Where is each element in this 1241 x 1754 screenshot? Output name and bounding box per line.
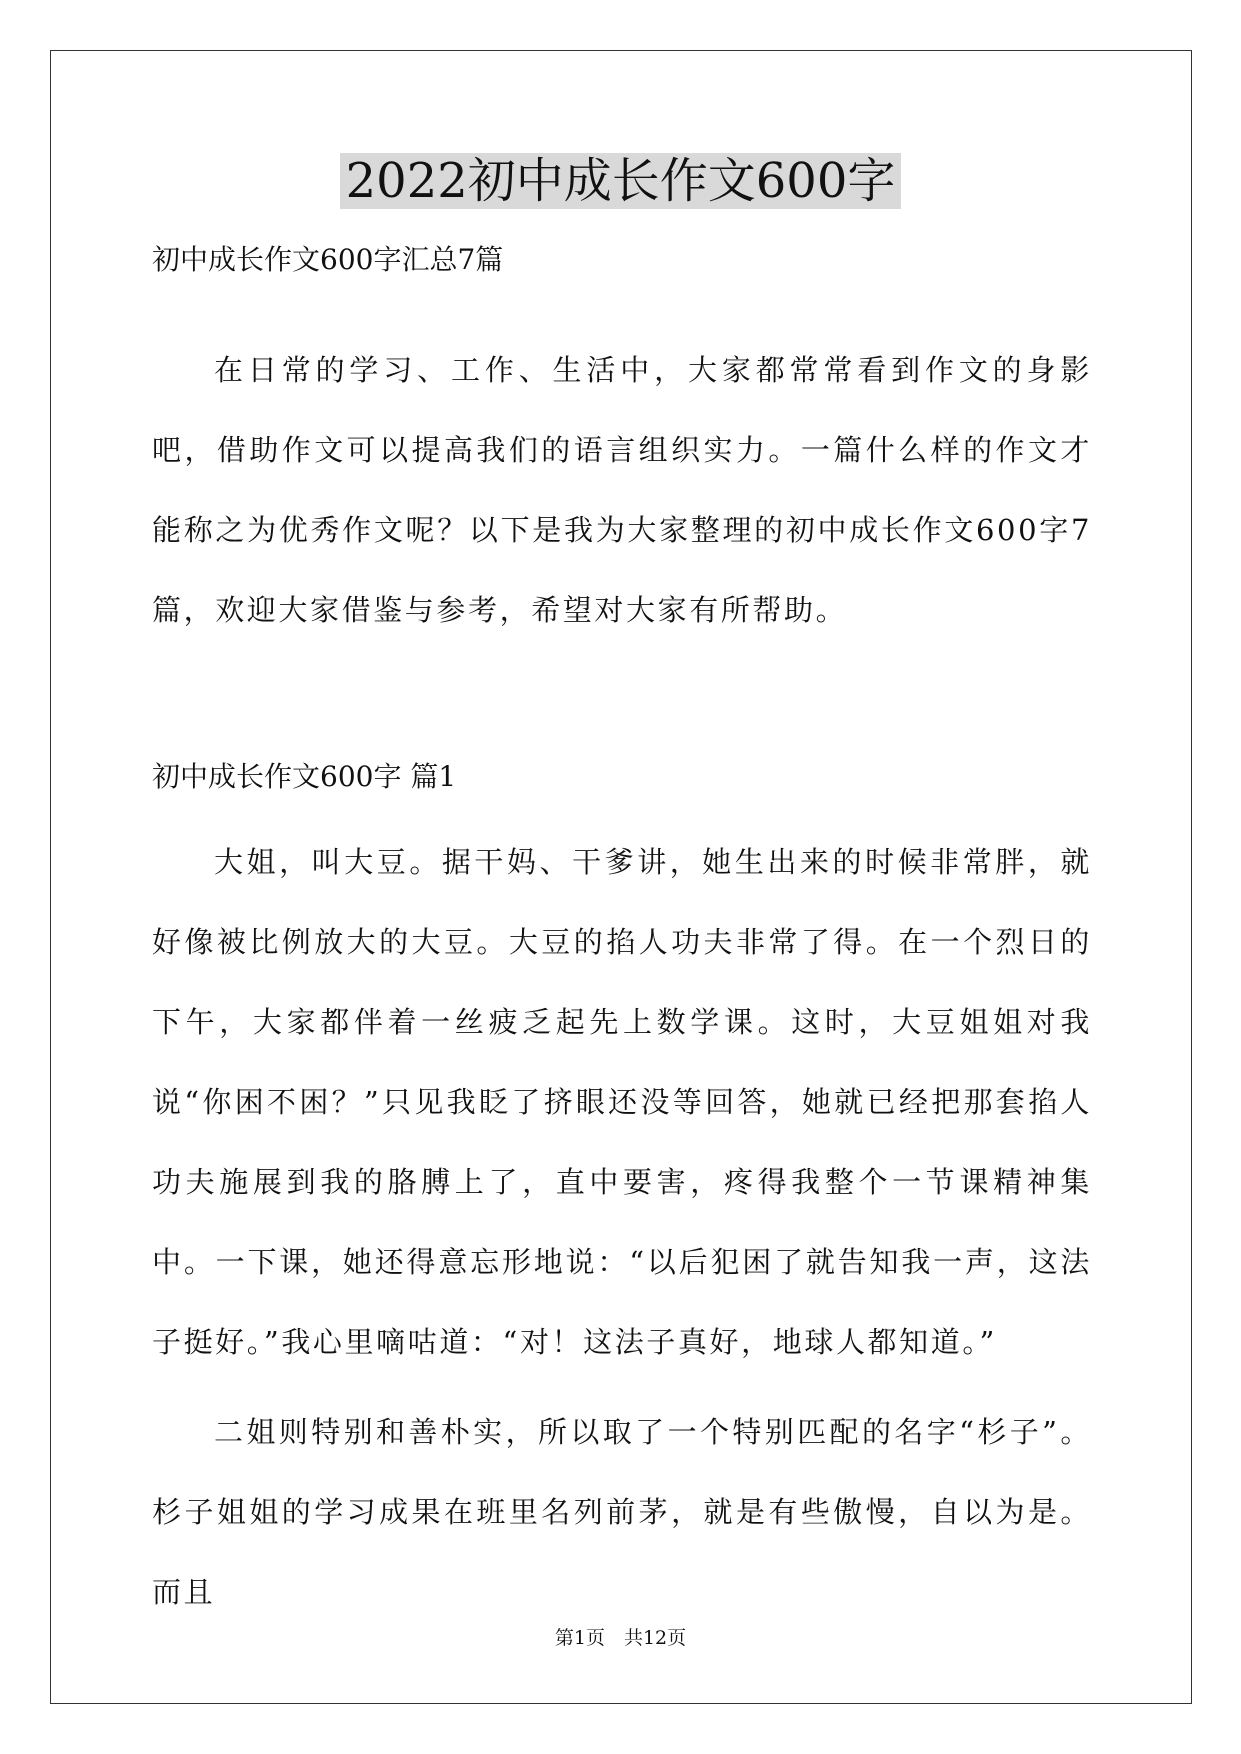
intro-paragraph: 在日常的学习、工作、生活中，大家都常常看到作文的身影吧，借助作文可以提高我们的语言组织实力。一篇什么样的作文才能称之为优秀作文呢？以下是我为大家整理的初中成长作文600字7篇，欢迎大家借鉴与参考，希望对大家有所帮助。: [152, 353, 1092, 627]
body-paragraph: 二姐则特别和善朴实，所以取了一个特别匹配的名字“杉子”。杉子姐姐的学习成果在班里名列前茅，就是有些傲慢，自以为是。而且: [152, 1415, 1092, 1609]
body-paragraph: 大姐，叫大豆。据干妈、干爹讲，她生出来的时候非常胖，就好像被比例放大的大豆。大豆的掐人功夫非常了得。在一个烈日的下午，大家都伴着一丝疲乏起先上数学课。这时，大豆姐姐对我说“你困不困？”只见我眨了挤眼还没等回答，她就已经把那套掐人功夫施展到我的胳膊上了，直中要害，疼得我整个一节课精神集中。一下课，她还得意忘形地说：“以后犯困了就告知我一声，这法子挺好。”我心里嘀咕道：“对！这法子真好，地球人都知道。”: [152, 845, 1092, 1359]
document-title-text: 2022初中成长作文600字: [340, 153, 902, 209]
section-heading: 初中成长作文600字 篇1: [152, 760, 457, 793]
document-subtitle: 初中成长作文600字汇总7篇: [152, 243, 504, 276]
page-number-footer: 第1页 共12页: [554, 1627, 687, 1649]
document-title: [0, 148, 1241, 214]
